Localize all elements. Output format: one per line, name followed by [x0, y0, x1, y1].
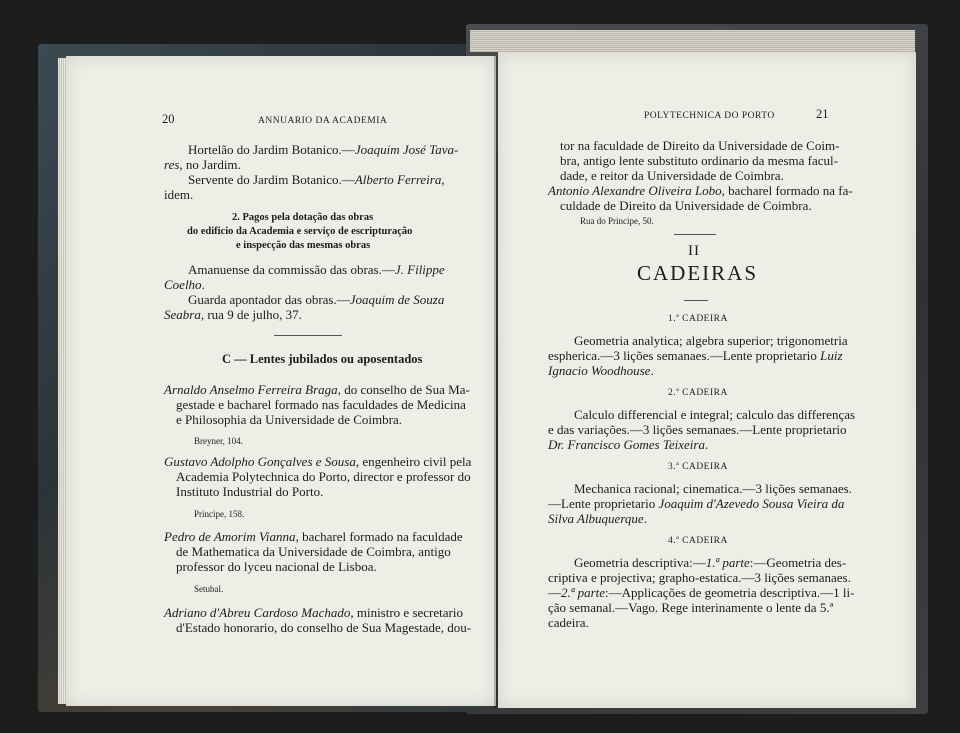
- right-page: [498, 52, 916, 708]
- text-segment: idem.: [164, 187, 194, 202]
- text-segment: .: [704, 437, 709, 452]
- address-line: [194, 582, 223, 597]
- text-segment: .: [201, 277, 205, 292]
- running-head: POLYTECHNICA DO PORTO: [644, 111, 775, 121]
- text-segment: criptiva e projectiva; grapho-estatica.—3 lições semanaes.: [548, 570, 851, 585]
- text-line: [188, 142, 458, 157]
- text-line: [560, 138, 839, 153]
- text-segment: :—Applicações de geometria descriptiva.—1 li-: [605, 585, 855, 600]
- text-segment: 2. Pagos pela dotação das obras: [232, 212, 374, 223]
- italic-text: Coelho: [164, 277, 202, 292]
- text-segment: C — Lentes jubilados ou aposentados: [222, 352, 423, 366]
- text-line: [548, 496, 844, 511]
- text-line: [164, 157, 241, 172]
- text-segment: 2.ª CADEIRA: [668, 388, 728, 398]
- text-segment: Geometria descriptiva:—: [574, 555, 706, 570]
- text-line: [548, 570, 851, 585]
- text-line: [560, 153, 838, 168]
- text-segment: 3.ª CADEIRA: [668, 462, 728, 472]
- text-line: [176, 559, 377, 574]
- text-line: [188, 172, 445, 187]
- text-line: [176, 397, 466, 412]
- section-heading: [222, 352, 422, 367]
- divider: [274, 335, 342, 336]
- text-line: [574, 407, 855, 422]
- page-number: 21: [816, 107, 829, 121]
- text-segment: e inspecção das mesmas obras: [236, 240, 371, 251]
- text-line: [548, 585, 854, 600]
- italic-text: res: [164, 157, 180, 172]
- text-segment: e das variações.—3 lições semanaes.—Lente proprietario: [548, 422, 847, 437]
- text-line: [164, 187, 193, 202]
- text-line: [548, 183, 853, 198]
- address-line: [194, 507, 244, 522]
- text-line: [574, 333, 848, 348]
- text-segment: Rua do Principe, 50.: [580, 216, 654, 226]
- italic-text: Luiz: [820, 348, 843, 363]
- text-line: [164, 277, 205, 292]
- text-line: [548, 511, 647, 526]
- chair-heading: [668, 460, 728, 475]
- text-segment: , ministro e secretario: [350, 605, 463, 620]
- italic-text: Alberto Ferreira: [354, 172, 442, 187]
- text-segment: Breyner, 104.: [194, 436, 243, 446]
- text-segment: cadeira.: [548, 615, 589, 630]
- text-segment: d'Estado honorario, do conselho de Sua Magestade, dou-: [176, 620, 472, 635]
- text-segment: , engenheiro civil pela: [355, 454, 472, 469]
- text-line: [188, 292, 444, 307]
- text-segment: , bacharel formado na fa-: [721, 183, 853, 198]
- page-number: 20: [162, 112, 175, 126]
- text-segment: Academia Polytechnica do Porto, director e professor do: [176, 469, 471, 484]
- text-line: [176, 544, 451, 559]
- italic-text: J. Filippe: [394, 262, 445, 277]
- text-segment: 4.ª CADEIRA: [668, 536, 728, 546]
- text-segment: espherica.—3 lições semanaes.—Lente proprietario: [548, 348, 821, 363]
- text-segment: Principe, 158.: [194, 509, 245, 519]
- text-line: [188, 262, 445, 277]
- text-line: [548, 615, 589, 630]
- italic-text: Gustavo Adolpho Gonçalves e Sousa: [164, 454, 356, 469]
- text-segment: , do conselho de Sua Ma-: [337, 382, 470, 397]
- text-segment: , no Jardim.: [179, 157, 241, 172]
- text-line: [574, 555, 846, 570]
- text-line: [164, 307, 302, 322]
- text-segment: de Mathematica da Universidade de Coimbra, antigo: [176, 544, 451, 559]
- text-line: [548, 363, 654, 378]
- text-line: [176, 412, 402, 427]
- left-page: [66, 56, 496, 706]
- text-segment: Hortelão do Jardim Botanico.—: [188, 142, 355, 157]
- chair-heading: [668, 386, 728, 401]
- text-segment: culdade de Direito da Universidade de Coimbra.: [560, 198, 812, 213]
- subsection-heading: [236, 238, 370, 253]
- text-segment: Guarda apontador das obras.—: [188, 292, 350, 307]
- section-number: II: [688, 243, 700, 259]
- text-segment: Calculo differencial e integral; calculo das differenças: [574, 407, 856, 422]
- italic-text: Seabra: [164, 307, 201, 322]
- address-line: [194, 434, 243, 449]
- text-segment: Mechanica racional; cinematica.—3 lições semanaes.: [574, 481, 852, 496]
- section-title: CADEIRAS: [637, 261, 759, 285]
- text-segment: 1.ª CADEIRA: [668, 314, 728, 324]
- italic-text: Joaquim José Tava-: [354, 142, 459, 157]
- text-segment: Amanuense da commissão das obras.—: [188, 262, 395, 277]
- italic-text: Joaquim d'Azevedo Sousa Vieira da: [658, 496, 845, 511]
- text-segment: do edificio da Academia e serviço de escripturação: [187, 226, 413, 237]
- text-line: [176, 620, 471, 635]
- italic-text: Adriano d'Abreu Cardoso Machado: [164, 605, 351, 620]
- text-segment: ,: [441, 172, 445, 187]
- text-segment: Geometria analytica; algebra superior; trigonometria: [574, 333, 848, 348]
- text-segment: —: [548, 585, 561, 600]
- text-line: [548, 600, 833, 615]
- divider: [674, 234, 716, 235]
- address-line: [580, 214, 654, 229]
- italic-text: Dr. Francisco Gomes Teixeira: [548, 437, 705, 452]
- text-segment: professor do lyceu nacional de Lisboa.: [176, 559, 377, 574]
- italic-text: Joaquim de Souza: [349, 292, 445, 307]
- text-segment: .: [643, 511, 647, 526]
- text-line: [560, 198, 812, 213]
- chair-heading: [668, 534, 728, 549]
- text-segment: dade, e reitor da Universidade de Coimbra.: [560, 168, 784, 183]
- text-line: [176, 469, 471, 484]
- text-segment: ção semanal.—Vago. Rege interinamente o lente da 5.ª: [548, 600, 834, 615]
- page-edges-top: [470, 30, 915, 52]
- text-segment: —Lente proprietario: [548, 496, 659, 511]
- text-segment: Instituto Industrial do Porto.: [176, 484, 324, 499]
- text-line: [560, 168, 784, 183]
- text-segment: , bacharel formado na faculdade: [295, 529, 463, 544]
- text-line: [164, 605, 463, 620]
- text-line: [548, 437, 708, 452]
- text-line: [176, 484, 323, 499]
- italic-text: 1.ª parte: [705, 555, 750, 570]
- text-line: [548, 422, 847, 437]
- italic-text: Ignacio Woodhouse: [548, 363, 651, 378]
- text-segment: :—Geometria des-: [749, 555, 847, 570]
- running-head: ANNUARIO DA ACADEMIA: [258, 116, 388, 126]
- italic-text: 2.ª parte: [561, 585, 606, 600]
- text-segment: Servente do Jardim Botanico.—: [188, 172, 355, 187]
- divider: [684, 300, 708, 301]
- text-segment: , rua 9 de julho, 37.: [200, 307, 302, 322]
- text-segment: .: [650, 363, 654, 378]
- text-segment: gestade e bacharel formado nas faculdades de Medicina: [176, 397, 466, 412]
- text-line: [574, 481, 852, 496]
- text-line: [164, 529, 463, 544]
- text-segment: Setubal.: [194, 584, 224, 594]
- italic-text: Arnaldo Anselmo Ferreira Braga: [164, 382, 338, 397]
- italic-text: Antonio Alexandre Oliveira Lobo: [548, 183, 722, 198]
- text-segment: bra, antigo lente substituto ordinario da mesma facul-: [560, 153, 838, 168]
- italic-text: Silva Albuquerque: [548, 511, 644, 526]
- text-segment: e Philosophia da Universidade de Coimbra.: [176, 412, 403, 427]
- subsection-heading: [187, 224, 412, 239]
- text-line: [164, 382, 470, 397]
- italic-text: Pedro de Amorim Vianna: [164, 529, 296, 544]
- subsection-heading: [232, 210, 373, 225]
- chair-heading: [668, 312, 728, 327]
- text-line: [164, 454, 471, 469]
- text-line: [548, 348, 843, 363]
- text-segment: tor na faculdade de Direito da Universidade de Coim-: [560, 138, 840, 153]
